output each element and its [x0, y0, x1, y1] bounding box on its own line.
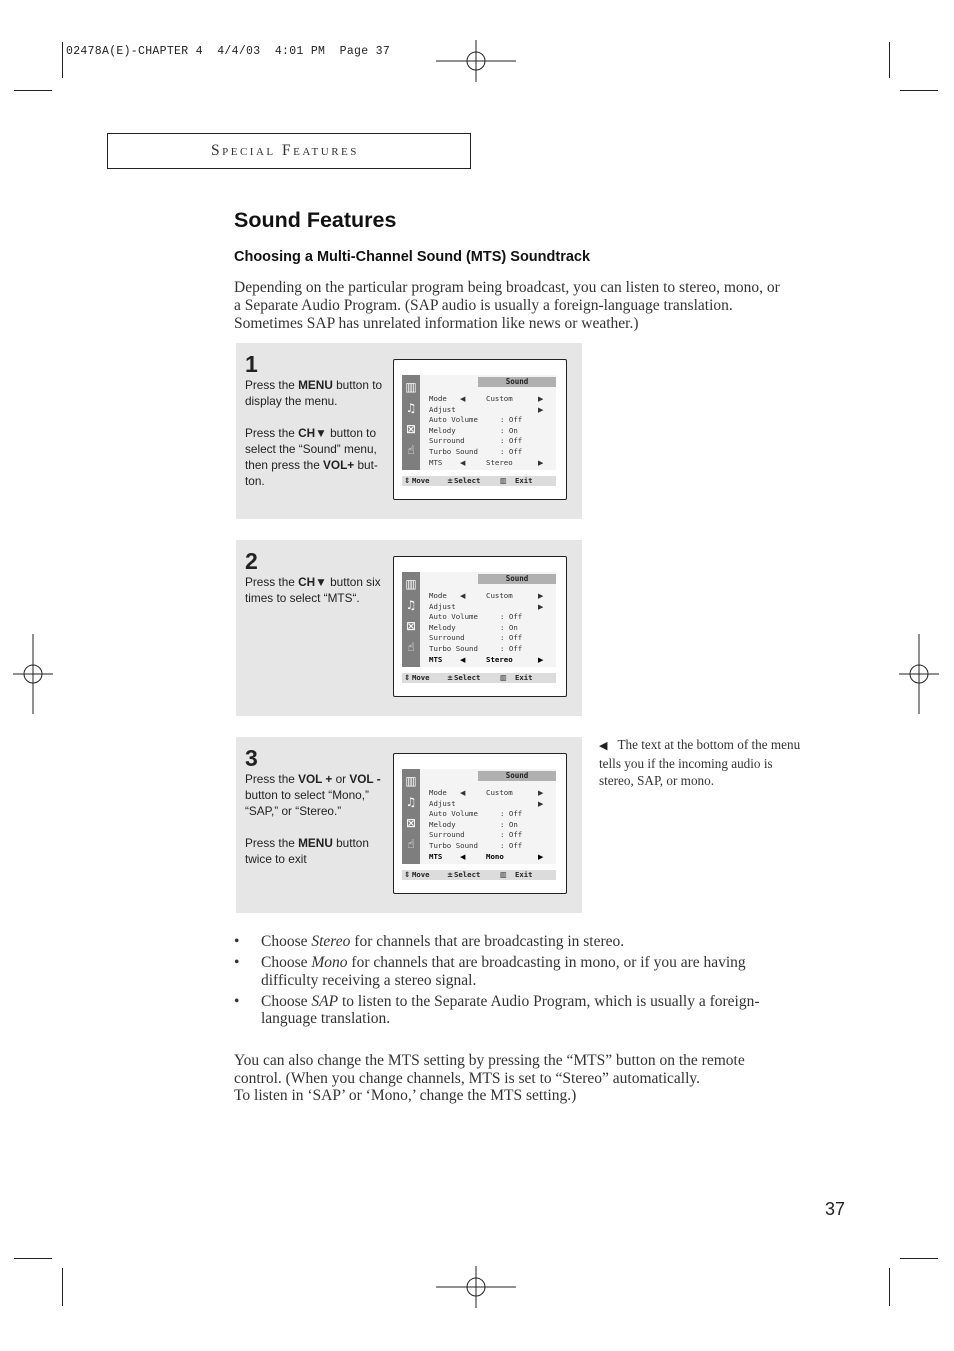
- menu-row-label: Auto Volume: [429, 612, 478, 622]
- left-arrow-icon: ◀: [460, 789, 466, 797]
- menu-row-value: : Off: [500, 643, 523, 653]
- bullet-item: [234, 993, 794, 1028]
- tv-menu-screen: [393, 359, 567, 500]
- menu-row-label: Mode: [429, 591, 447, 600]
- step-paragraph: [245, 574, 387, 606]
- hand-setup-icon: ☝: [407, 837, 415, 851]
- menu-row-value: : Off: [500, 830, 523, 840]
- bullet-option-name: Mono: [311, 954, 348, 971]
- registration-mark-top: [436, 40, 516, 82]
- step-text-segment: Press the: [245, 426, 299, 440]
- menu-row: [429, 852, 551, 863]
- menu-title: Sound: [478, 377, 556, 387]
- menu-row-label: Surround: [429, 830, 465, 840]
- footer-exit-label: Exit: [515, 870, 533, 879]
- menu-exit-icon: ▥: [500, 870, 507, 879]
- button-name: MENU: [298, 836, 333, 850]
- footer-select-label: Select: [454, 476, 481, 485]
- left-arrow-icon: ◀: [460, 852, 466, 861]
- menu-row-label: MTS: [429, 851, 443, 861]
- crop-mark: [62, 1268, 63, 1306]
- antenna-tv-icon: ⊠: [405, 619, 417, 633]
- step-panel-2: [236, 540, 582, 716]
- menu-row: [429, 394, 551, 405]
- menu-row-label: MTS: [429, 457, 443, 467]
- step-panel-3: [236, 737, 582, 913]
- menu-row: [429, 655, 551, 666]
- picture-icon: ▥: [405, 774, 417, 788]
- menu-row: [429, 799, 551, 810]
- footer-select-label: Select: [454, 870, 481, 879]
- side-note: [599, 736, 809, 790]
- step-text-segment: Press the: [245, 575, 299, 589]
- menu-row-value: : Off: [500, 415, 523, 425]
- menu-row: [429, 830, 551, 841]
- menu-exit-icon: ▥: [500, 476, 507, 485]
- step-paragraph: [245, 425, 387, 489]
- button-name: MENU: [298, 378, 333, 392]
- right-arrow-icon: ▶: [538, 852, 544, 861]
- up-down-arrow-icon: ⇕: [404, 673, 411, 682]
- music-note-icon: ♫: [405, 598, 417, 612]
- right-arrow-icon: ▶: [538, 592, 544, 600]
- crop-mark: [14, 90, 52, 91]
- intro-line: Sometimes SAP has unrelated information like news or weather.): [234, 315, 639, 332]
- menu-row: [429, 405, 551, 416]
- button-name: CH▼: [298, 575, 327, 589]
- page-subtitle: Choosing a Multi-Channel Sound (MTS) Soundtrack: [234, 249, 591, 265]
- menu-row: [429, 633, 551, 644]
- step-text-segment: button to display the menu.: [245, 378, 383, 408]
- menu-row-label: MTS: [429, 654, 443, 664]
- footer-move-label: Move: [412, 870, 430, 879]
- menu-rows: [429, 394, 551, 468]
- menu-row-value: : Off: [500, 612, 523, 622]
- menu-row-value: Mono: [486, 851, 504, 861]
- menu-row: [429, 602, 551, 613]
- step-text-segment: Press the: [245, 378, 299, 392]
- menu-row: [429, 820, 551, 831]
- menu-icon-bar: [402, 769, 420, 864]
- menu-row-label: Melody: [429, 425, 456, 435]
- hand-setup-icon: ☝: [407, 640, 415, 654]
- right-arrow-icon: ▶: [538, 789, 544, 797]
- step-paragraph: [245, 835, 387, 867]
- plus-minus-icon: ±: [447, 870, 454, 879]
- bullet-list: [234, 933, 794, 1031]
- menu-row-value: : On: [500, 425, 518, 435]
- right-arrow-icon: ▶: [538, 458, 544, 467]
- menu-row: [429, 788, 551, 799]
- menu-row-label: Auto Volume: [429, 809, 478, 819]
- step-instructions: [245, 771, 387, 883]
- right-arrow-icon: ▶: [538, 405, 544, 414]
- outro-line: To listen in ‘SAP’ or ‘Mono,’ change the MTS setting.): [234, 1087, 577, 1104]
- picture-icon: ▥: [405, 380, 417, 394]
- menu-row: [429, 436, 551, 447]
- left-arrow-icon: ◀: [460, 395, 466, 403]
- outro-line: control. (When you change channels, MTS is set to “Stereo” automatically.: [234, 1069, 701, 1087]
- up-down-arrow-icon: ⇕: [404, 476, 411, 485]
- crop-mark: [900, 1258, 938, 1259]
- menu-icon-bar: [402, 375, 420, 470]
- menu-body: [420, 769, 556, 864]
- antenna-tv-icon: ⊠: [405, 422, 417, 436]
- menu-row-label: Auto Volume: [429, 415, 478, 425]
- bullet-item: [234, 954, 794, 989]
- menu-rows: [429, 591, 551, 665]
- menu-row: [429, 591, 551, 602]
- menu-footer: [402, 476, 556, 486]
- menu-row-label: Surround: [429, 633, 465, 643]
- left-arrow-icon: ◀: [460, 458, 466, 467]
- menu-row-label: Melody: [429, 819, 456, 829]
- tv-menu-screen: [393, 753, 567, 894]
- menu-title: Sound: [478, 771, 556, 781]
- footer-exit-label: Exit: [515, 673, 533, 682]
- bullet-text: for channels that are broadcasting in stereo.: [350, 933, 625, 950]
- intro-paragraph: [234, 279, 814, 333]
- print-header: 02478A(E)-CHAPTER 4 4/4/03 4:01 PM Page 37: [66, 45, 391, 58]
- menu-row-label: Surround: [429, 436, 465, 446]
- music-note-icon: ♫: [405, 401, 417, 415]
- step-text-segment: or: [332, 772, 350, 786]
- antenna-tv-icon: ⊠: [405, 816, 417, 830]
- crop-mark: [62, 42, 63, 78]
- bullet-text: Choose: [261, 933, 312, 950]
- up-down-arrow-icon: ⇕: [404, 870, 411, 879]
- menu-body: [420, 375, 556, 470]
- intro-line: Depending on the particular program being broadcast, you can listen to stereo, mono, or: [234, 279, 780, 296]
- menu-row-value: : On: [500, 819, 518, 829]
- step-text-segment: Press the: [245, 836, 299, 850]
- menu-row-label: Turbo Sound: [429, 446, 478, 456]
- bullet-text: to listen to the Separate Audio Program, which is usually a foreign-language translation.: [261, 992, 760, 1027]
- menu-icon-bar: [402, 572, 420, 667]
- footer-exit-label: Exit: [515, 476, 533, 485]
- bullet-text: Choose: [261, 992, 312, 1010]
- menu-title: Sound: [478, 574, 556, 584]
- step-text-segment: but-ton.: [245, 458, 378, 488]
- step-text-segment: button six times to select “MTS“.: [245, 575, 381, 605]
- step-text-segment: button to select “Mono,” “SAP,” or “Stereo.”: [245, 788, 369, 818]
- page-title: Sound Features: [234, 208, 397, 232]
- menu-row-value: Custom: [486, 788, 513, 797]
- footer-move-label: Move: [412, 476, 430, 485]
- button-name: CH▼: [298, 426, 327, 440]
- menu-row-label: Turbo Sound: [429, 840, 478, 850]
- left-arrow-icon: ◀: [460, 592, 466, 600]
- menu-row-value: : Off: [500, 633, 523, 643]
- menu-row-label: Adjust: [429, 404, 456, 414]
- menu-rows: [429, 788, 551, 862]
- intro-line: a Separate Audio Program. (SAP audio is usually a foreign-language translation.: [234, 297, 733, 314]
- menu-row-value: Custom: [486, 394, 513, 403]
- crop-mark: [14, 1258, 52, 1259]
- right-arrow-icon: ▶: [538, 799, 544, 808]
- registration-mark-bottom: [436, 1266, 516, 1308]
- button-name: VOL -: [349, 772, 381, 786]
- left-pointer-icon: ◀: [599, 739, 608, 752]
- step-text-segment: button to select the “Sound” menu, then press the: [245, 426, 377, 472]
- menu-row: [429, 644, 551, 655]
- menu-row: [429, 426, 551, 437]
- plus-minus-icon: ±: [447, 476, 454, 485]
- menu-row-value: Stereo: [486, 457, 513, 467]
- footer-move-label: Move: [412, 673, 430, 682]
- menu-row-value: : Off: [500, 436, 523, 446]
- menu-row-value: : Off: [500, 809, 523, 819]
- registration-mark-right: [899, 634, 939, 714]
- outro-paragraph: [234, 1052, 814, 1105]
- menu-body: [420, 572, 556, 667]
- menu-footer: [402, 673, 556, 683]
- menu-row-value: Stereo: [486, 654, 513, 664]
- menu-row: [429, 809, 551, 820]
- right-arrow-icon: ▶: [538, 602, 544, 611]
- menu-row: [429, 415, 551, 426]
- picture-icon: ▥: [405, 577, 417, 591]
- registration-mark-left: [13, 634, 53, 714]
- menu-row: [429, 841, 551, 852]
- right-arrow-icon: ▶: [538, 395, 544, 403]
- bullet-option-name: Stereo: [311, 933, 351, 950]
- menu-exit-icon: ▥: [500, 673, 507, 682]
- left-arrow-icon: ◀: [460, 655, 466, 664]
- section-header-box: [107, 133, 471, 169]
- button-name: VOL+: [323, 458, 355, 472]
- menu-row-value: Custom: [486, 591, 513, 600]
- music-note-icon: ♫: [405, 795, 417, 809]
- bullet-option-name: SAP: [311, 992, 339, 1010]
- button-name: VOL +: [298, 772, 333, 786]
- bullet-text: for channels that are broadcasting in mono, or if you are having difficulty receiving a stereo signal.: [261, 954, 746, 989]
- step-instructions: [245, 377, 387, 505]
- crop-mark: [889, 1268, 890, 1306]
- hand-setup-icon: ☝: [407, 443, 415, 457]
- step-paragraph: [245, 377, 387, 409]
- menu-row: [429, 612, 551, 623]
- step-number: 2: [245, 548, 258, 574]
- step-instructions: [245, 574, 387, 622]
- menu-row-label: Turbo Sound: [429, 643, 478, 653]
- tv-menu-screen: [393, 556, 567, 697]
- bullet-text: Choose: [261, 954, 312, 971]
- step-paragraph: [245, 771, 387, 819]
- plus-minus-icon: ±: [447, 673, 454, 682]
- menu-footer: [402, 870, 556, 880]
- menu-row-label: Adjust: [429, 601, 456, 611]
- menu-row: [429, 623, 551, 634]
- menu-row: [429, 458, 551, 469]
- crop-mark: [900, 90, 938, 91]
- page-number: 37: [825, 1199, 846, 1219]
- footer-select-label: Select: [454, 673, 481, 682]
- side-note-text: The text at the bottom of the menu tells you if the incoming audio is stereo, SAP, or mono.: [599, 737, 801, 788]
- menu-row-value: : Off: [500, 446, 523, 456]
- step-panel-1: [236, 343, 582, 519]
- step-number: 3: [245, 745, 258, 771]
- menu-row-value: : On: [500, 622, 518, 632]
- section-title: Special Features: [211, 142, 359, 159]
- step-text-segment: button twice to exit: [245, 836, 369, 866]
- bullet-item: [234, 933, 794, 951]
- menu-row-label: Mode: [429, 788, 447, 797]
- menu-row-label: Melody: [429, 622, 456, 632]
- right-arrow-icon: ▶: [538, 655, 544, 664]
- outro-line: You can also change the MTS setting by pressing the “MTS” button on the remote: [234, 1052, 745, 1069]
- menu-row-label: Adjust: [429, 798, 456, 808]
- menu-row-label: Mode: [429, 394, 447, 403]
- step-number: 1: [245, 351, 258, 377]
- menu-row-value: : Off: [500, 840, 523, 850]
- crop-mark: [889, 42, 890, 78]
- menu-row: [429, 447, 551, 458]
- step-text-segment: Press the: [245, 772, 299, 786]
